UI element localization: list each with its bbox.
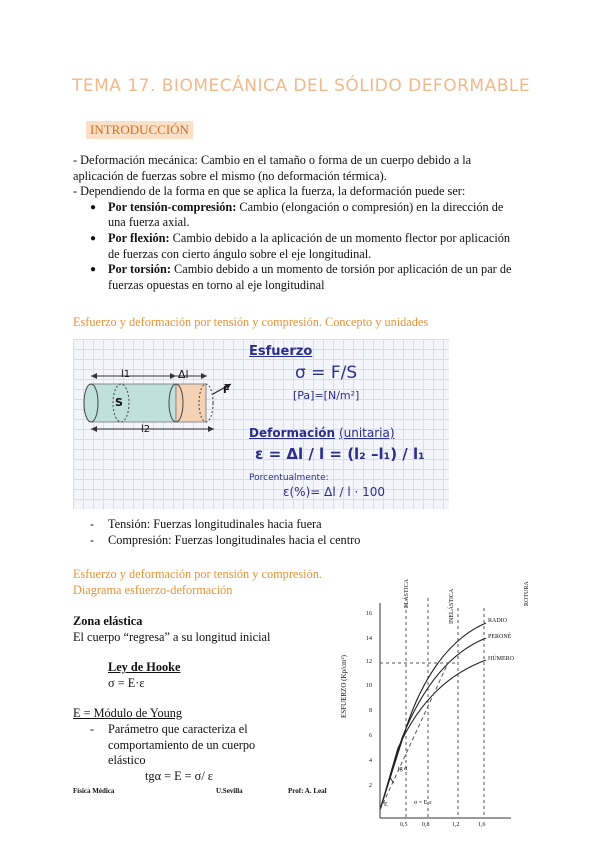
label-s: S [115,396,123,409]
graph-e-label: E [384,802,388,808]
deformation-title: Deformación [249,426,336,440]
label-l2: l2 [141,424,151,435]
ytick: 6 [369,733,372,739]
curve-radio: RADIO [488,618,507,624]
angle-label: tg α [398,766,408,772]
ytick: 10 [366,683,372,689]
stress-formula: σ = F/S [295,363,358,383]
region-rotura: ROTURA [524,581,530,606]
ytick: 14 [366,636,372,642]
intro-heading: INTRODUCCIÓN [86,121,193,139]
percent-formula: ε(%)= Δl / l · 100 [283,485,386,499]
bullet-item [73,200,523,231]
section-subheading-diagram: Diagrama esfuerzo-deformación [73,583,233,597]
types-line: - Dependiendo de la forma en que se aplica la fuerza, la deformación puede ser: [73,184,466,199]
xtick: 1,2 [452,822,460,828]
label-delta-l: Δl [178,368,189,381]
elastic-title: Zona elástica [73,614,143,628]
bullet-item [73,231,523,262]
strain-formula: ε = Δl / l = (l₂ –l₁) / l₁ [255,445,425,463]
intro-body [73,153,523,293]
xtick: 1,6 [478,822,486,828]
curve-perone: PERONÉ [488,634,512,640]
percent-label: Porcentualmente: [249,473,329,483]
stress-strain-graph [336,578,536,848]
esfuerzo-title: Esfuerzo [249,344,313,359]
ytick: 4 [369,758,372,764]
elastic-zone [73,614,333,784]
stress-units: [Pa]=[N/m²] [293,389,360,402]
list-item-text: Tensión: Fuerzas longitudinales hacia fuera [108,517,322,531]
xtick: 0,5 [400,822,408,828]
bullet-text: Cambio (elongación o compresión) en la dirección de una fuerza axial. [108,199,504,230]
hooke-formula: σ = E·ε [108,675,145,690]
bullet-text: Cambio debido a un momento de torsión por aplicación de un par de fuerzas opuestas en torno al eje longitudinal [108,262,512,292]
footer-professor: Prof: A. Leal [288,787,327,795]
bullet-bold: Por flexión: [108,230,170,245]
list-item-text: Compresión: Fuerzas longitudinales hacia el centro [108,532,361,547]
bullet-bold: Por tensión-compresión: [108,199,237,214]
list-item: - Compresión: Fuerzas longitudinales hacia el centro [90,532,361,547]
list-item: - Tensión: Fuerzas longitudinales hacia fuera [90,517,322,531]
region-inelastic: INELÁSTICA [449,588,455,624]
list-item: - Parámetro que caracteriza el comportamiento de un cuerpo elástico [90,721,256,768]
graph-ylabel: ESFUERZO (Kp/cm²) [340,655,348,718]
ytick: 8 [369,708,372,714]
stress-strain-figure [73,339,449,509]
page-title: TEMA 17. BIOMECÁNICA DEL SÓLIDO DEFORMABLE [72,76,531,96]
param-text: Parámetro que caracteriza el comportamiento de un cuerpo elástico [108,721,256,768]
region-elastic: ELÁSTICA [404,579,410,608]
label-l1: l1 [121,369,131,380]
ytick: 2 [369,783,372,789]
tg-formula: tgα = E = σ/ ε [145,768,213,783]
bullet-icon: ● [90,264,97,276]
bar-diagram [73,339,449,509]
deformation-title-row [249,426,395,440]
graph-equation: σ = E·ε [414,800,432,806]
bullet-text: Cambio debido a la aplicación de un momento flector por aplicación de fuerzas con cierto ángulo sobre el eje longitudinal. [108,230,511,261]
bullet-icon: ● [90,201,97,213]
curve-humero: HÚMERO [488,656,515,662]
ytick: 16 [366,611,372,617]
label-f: F [223,385,230,396]
elastic-text: El cuerpo “regresa” a su longitud inicial [73,629,271,644]
bullet-bold: Por torsión: [108,262,171,277]
section-heading-concept: Esfuerzo y deformación por tensión y compresión. Concepto y unidades [73,315,429,329]
definition-line: - Deformación mecánica: Cambio en el tamaño o forma de un cuerpo debido a la aplicación de fuerzas sobre el mismo (no deformación térmica). [73,153,472,183]
young-modulus: E = Módulo de Young [73,706,183,721]
hooke-title: Ley de Hooke [108,660,181,675]
bullet-icon: ● [90,232,97,244]
footer-university: U.Sevilla [216,787,243,795]
ytick: 12 [366,659,372,665]
section-heading-diagram: Esfuerzo y deformación por tensión y compresión. [73,567,322,581]
bullet-item [73,262,523,293]
deformation-subtitle: (unitaria) [338,426,395,440]
xtick: 0,8 [422,822,430,828]
force-list [73,517,360,548]
footer-course: Física Médica [73,787,115,795]
